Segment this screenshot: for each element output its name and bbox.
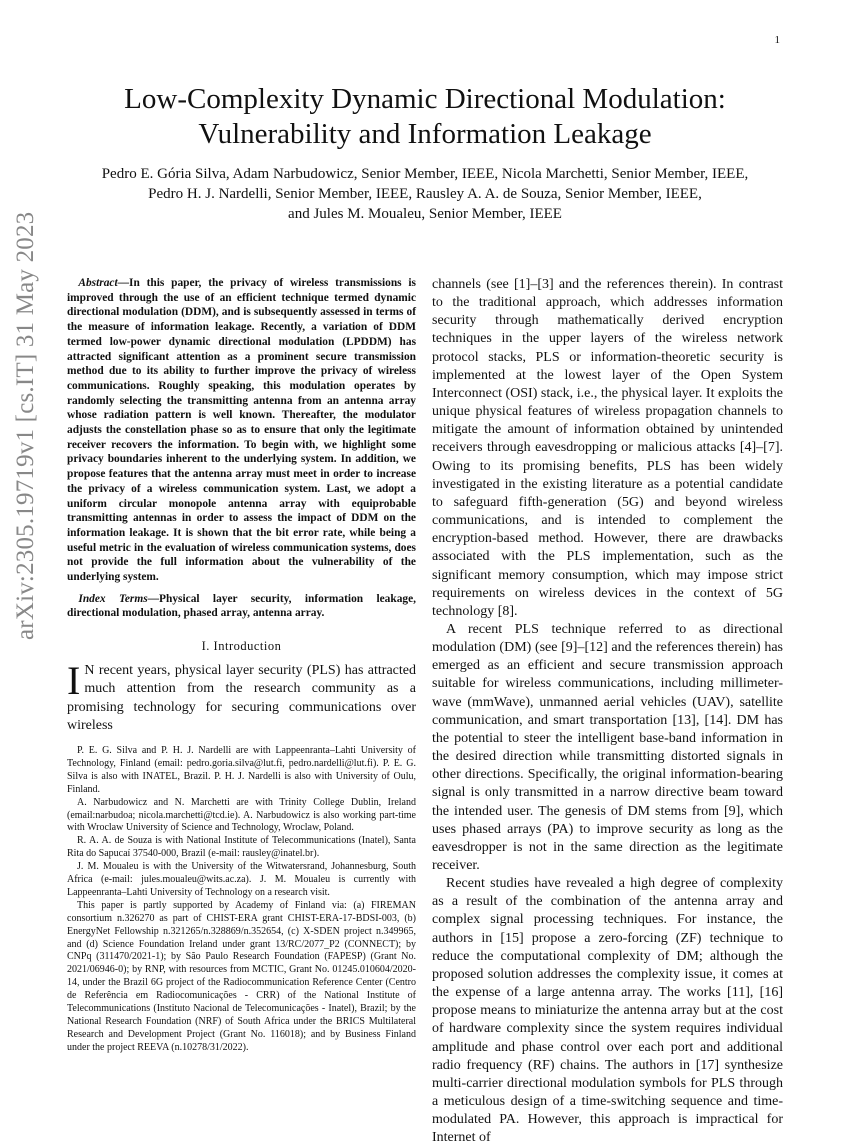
left-column <box>67 276 416 1055</box>
drop-cap: I <box>67 658 81 704</box>
title-line-1: Low-Complexity Dynamic Directional Modulation: <box>124 83 726 115</box>
body-paragraph-2: A recent PLS technique referred to as directional modulation (DM) (see [9]–[12] and the references therein) has emerged as an efficient and secure transmission approach suitable for wireless communications, including millimeter-wave (mmWave), unmanned aerial vehicles (UAV), satellite communication, and smart transportation [13], [14]. DM has the potential to steer the intelligent base-band information in the desired direction while transmitting distorted signals in other directions. Specifically, the original information-bearing signal is only transmitted in a narrow directive beam toward the intended user. The genesis of DM stems from [9], which uses phased arrays (PA) to improve security as long as the eavesdropper is not in the same direction as the legitimate receiver. <box>432 621 783 873</box>
right-column <box>432 276 783 1148</box>
intro-paragraph <box>67 658 416 735</box>
index-terms-text: —Physical layer security, information leakage, directional modulation, phased array, antenna array. <box>67 592 416 620</box>
footnote-affiliation-souza: R. A. A. de Souza is with National Institute of Telecommunications (Inatel), Santa Rita do Sapucaí 37540-000, Brazil (e-mail: rausley@inatel.br). <box>67 835 416 860</box>
abstract-label: Abstract <box>78 277 118 289</box>
paper-title <box>40 82 810 152</box>
body-paragraph-1: channels (see [1]–[3] and the references therein). In contrast to the traditional approach, which addresses information security through mathematically derived encryption techniques in the upper layers of the wireless network protocol stacks, PLS or information-theoretic security is implemented at the lowest layer of the Open System Interconnect (OSI) stack, i.e., the physical layer. It exploits the unique physical features of wireless propagation channels to mitigate the amount of information obtained by unintended receivers through eavesdropping or malicious attacks [4]–[7]. Owing to its promising benefits, PLS has been widely investigated in the existing literature as a potential candidate to safeguard fifth-generation (5G) and beyond wireless communications, and is intended to complement the encryption-based method. However, there are drawbacks associated with the PLS implementation, such as the significant memory consumption, which may impose strict requirements on wireless devices in the context of 5G technology [8]. <box>432 277 783 619</box>
author-list <box>60 164 790 224</box>
footnote-affiliation-narbudowicz-marchetti: A. Narbudowicz and N. Marchetti are with Trinity College Dublin, Ireland (email:narbudoa; nicola.marchetti@tcd.ie). A. Narbudowicz is also working part-time with Wroclaw University of Science and Technology, Wroclaw, Poland. <box>67 796 416 834</box>
arxiv-identifier: arXiv:2305.19719v1 [cs.IT] 31 May 2023 <box>12 211 39 640</box>
author-line-3: and Jules M. Moualeu, Senior Member, IEEE <box>288 206 562 222</box>
abstract-text: —In this paper, the privacy of wireless transmissions is improved through the use of an efficient technique termed dynamic directional modulation (DDM), and is subsequently assessed in terms of the measure of information leakage. Recently, a variation of DDM termed low-power dynamic directional modulation (LPDDM) has attracted significant attention as a prominent secure transmission method due to its ability to further improve the privacy of wireless communications. Roughly speaking, this modulation operates by randomly selecting the transmitting antenna from an antenna array whose radiation pattern is well known. Thereafter, the modulator adjusts the constellation phase so as to ensure that only the legitimate receiver recovers the information. To begin with, we highlight some privacy boundaries inherent to the underlying system. In addition, we propose features that the antenna array must meet in order to increase the privacy of a wireless communication system. Last, we adopt a uniform circular monopole antenna array with equiprobable transmitting antennas in order to assess the impact of DDM on the information leakage. It is shown that the bit error rate, while being a useful metric in the evaluation of wireless communication systems, does not provide the full information about the vulnerability of the underlying system. <box>67 277 416 584</box>
footnote-affiliation-silva-nardelli: P. E. G. Silva and P. H. J. Nardelli are with Lappeenranta–Lahti University of Technology, Finland (email: pedro.goria.silva@lut.fi, pedro.nardelli@lut.fi). P. E. G. Silva is also with INATEL, Brazil. P. H. J. Nardelli is also with University of Oulu, Finland. <box>67 744 416 795</box>
index-terms-label: Index Terms <box>78 592 148 605</box>
body-paragraph-3: Recent studies have revealed a high degree of complexity as a result of the combination of the antenna array and complex signal processing techniques. For instance, the authors in [15] propose a zero-forcing (ZF) technique to reduce the computational complexity of DM; although the proposed solution addresses the complexity issue, it comes at the expense of a large antenna array. The works [11], [16] propose means to miniaturize the antenna array but at the cost of hardware complexity since the system requires individual amplitude and phase control over each port and additional radio frequency (RF) chains. The authors in [17] synthesize multi-carrier directional modulation symbols for PLS through a meticulous design of a time-switching sequence and time-modulated PA. However, this approach is impractical for Internet of <box>432 876 783 1146</box>
title-line-2: Vulnerability and Information Leakage <box>198 118 652 150</box>
section-heading: I. Introduction <box>201 639 282 654</box>
abstract <box>67 276 416 585</box>
author-line-2: Pedro H. J. Nardelli, Senior Member, IEEE, Rausley A. A. de Souza, Senior Member, IEEE, <box>148 186 702 202</box>
footnote-funding: This paper is partly supported by Academy of Finland via: (a) FIREMAN consortium n.326270 as part of CHIST-ERA grant CHIST-ERA-17-BDSI-003, (b) EnergyNet Fellowship n.321265/n.328869/n.352654, (c) X-SDEN project n.349965, and (d) Science Foundation Ireland under grant 13/RC/2077_P2 (CONNECT); by CNPq (311470/2021-1); by São Paulo Research Foundation (FAPESP) (Grant No. 2021/06946-0); by RNP, with resources from MCTIC, Grant No. 01245.010604/2020-14, under the Brazil 6G project of the Radiocommunication Reference Center (Centro de Referência em Radiocomunicações - CRR) of the National Institute of Telecommunications (Instituto Nacional de Telecomunicações - Inatel), Brazil; by the National Research Foundation (NRF) of South Africa under the BRICS Multilateral Research and Development Project (Grant No. 116018); and by Business Finland under the project REEVA (n.10278/31/2022). <box>67 899 416 1053</box>
author-line-1: Pedro E. Gória Silva, Adam Narbudowicz, Senior Member, IEEE, Nicola Marchetti, Senior Member, IEEE, <box>101 166 749 182</box>
page-number: 1 <box>774 34 780 46</box>
footnotes <box>67 745 416 1055</box>
footnote-affiliation-moualeu: J. M. Moualeu is with the University of the Witwatersrand, Johannesburg, South Africa (e-mail: jules.moualeu@wits.ac.za). J. M. Moualeu is currently with Lappeenranta–Lahti University of Technology on a research visit. <box>67 861 416 898</box>
index-terms <box>67 592 416 621</box>
intro-text: N recent years, physical layer security (PLS) has attracted much attention from the research community as a promising technology for securing communications over wireless <box>67 663 416 733</box>
